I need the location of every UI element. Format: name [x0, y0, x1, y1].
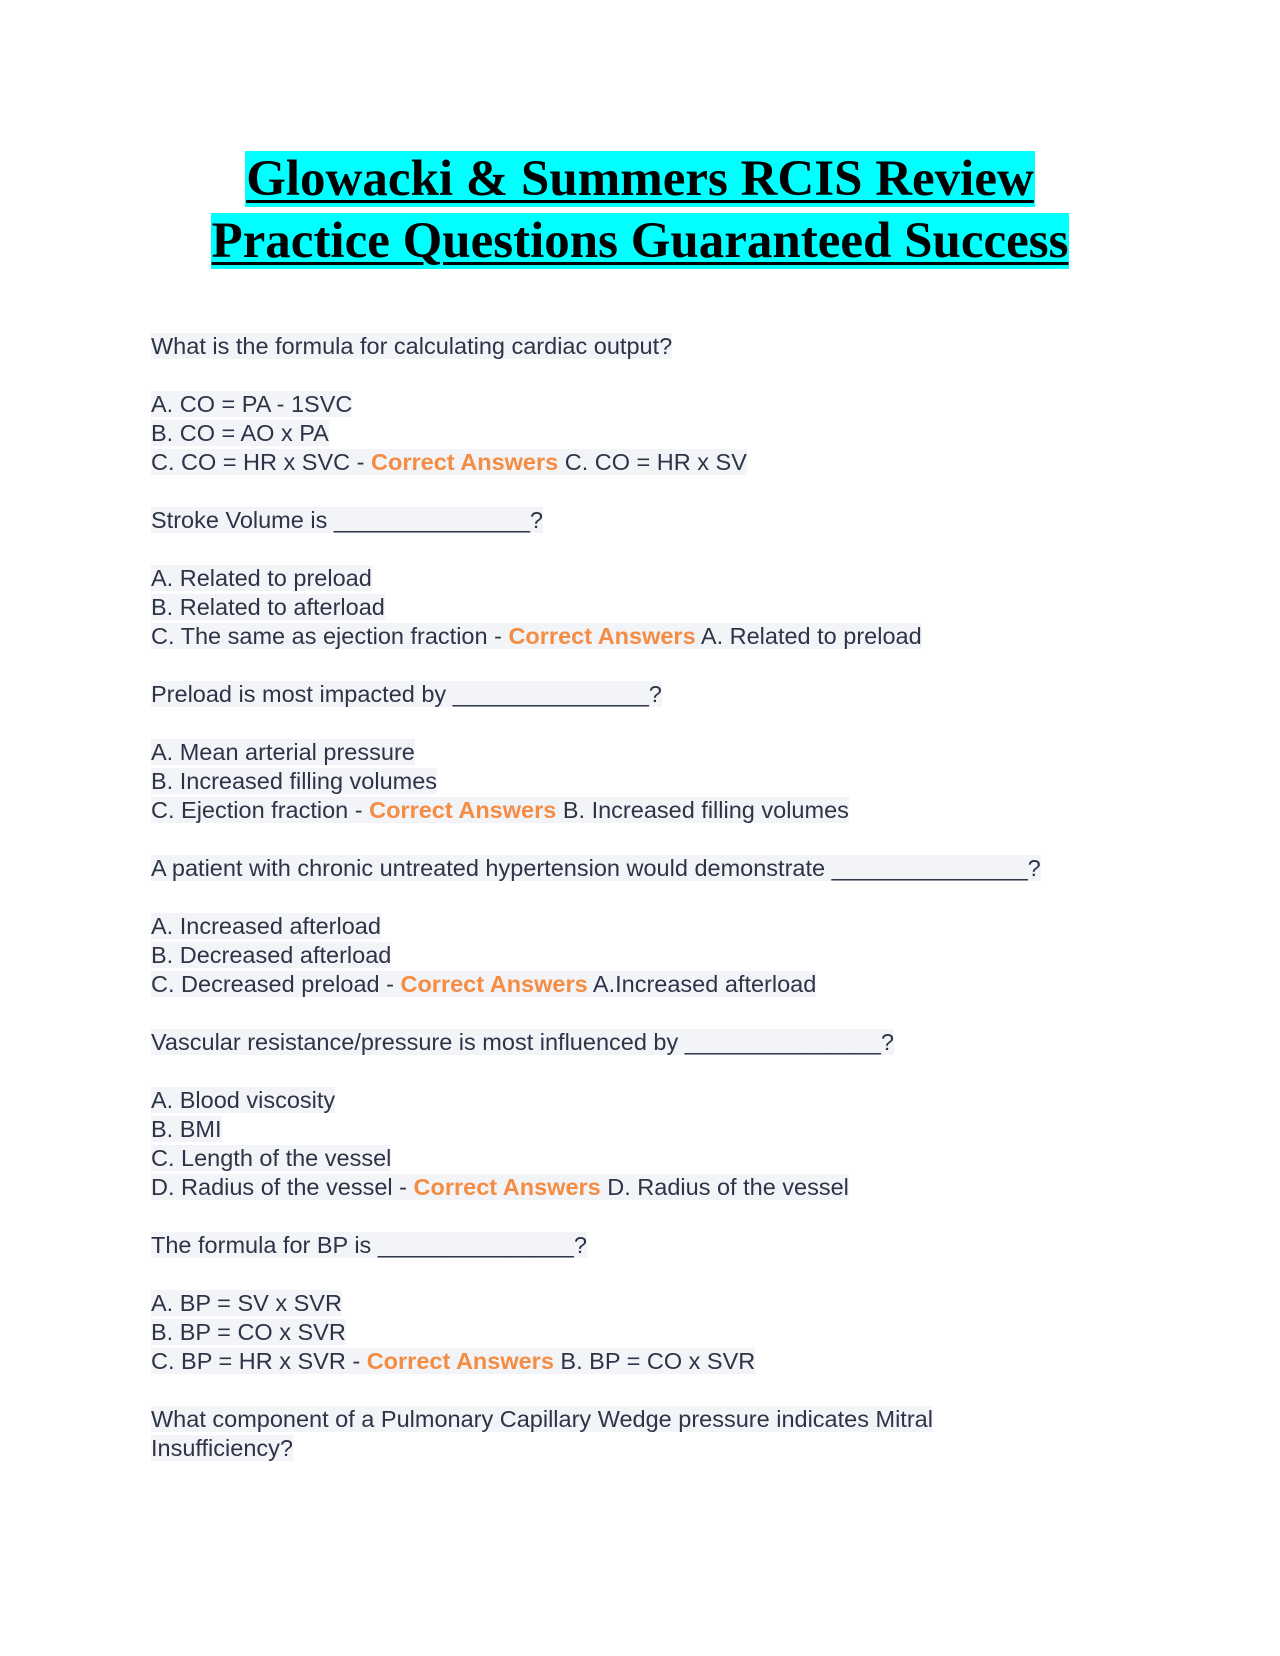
- option-with-answer: C. Ejection fraction - Correct Answers B. Increased filling volumes: [151, 797, 849, 823]
- title-line-1: Glowacki & Summers RCIS Review: [246, 151, 1034, 207]
- options-6: [151, 1289, 1151, 1376]
- option: B. BMI: [151, 1116, 222, 1142]
- option: B. BP = CO x SVR: [151, 1319, 346, 1345]
- document-title: [0, 148, 1280, 272]
- questions-list: [151, 332, 1151, 1492]
- correct-answers-label: Correct Answers: [508, 623, 696, 649]
- option: A. Blood viscosity: [151, 1087, 336, 1113]
- question-text: A patient with chronic untreated hypertension would demonstrate _______________?: [151, 855, 1041, 881]
- option-with-answer: C. CO = HR x SVC - Correct Answers C. CO = HR x SV: [151, 449, 747, 475]
- option: C. Length of the vessel: [151, 1145, 392, 1171]
- question-text: What component of a Pulmonary Capillary Wedge pressure indicates Mitral: [151, 1406, 933, 1432]
- option: A. BP = SV x SVR: [151, 1290, 342, 1316]
- option: B. Related to afterload: [151, 594, 385, 620]
- options-5: [151, 1086, 1151, 1202]
- correct-answers-label: Correct Answers: [369, 797, 557, 823]
- correct-answers-label: Correct Answers: [366, 1348, 554, 1374]
- question-text: Preload is most impacted by _______________?: [151, 681, 662, 707]
- question-7: [151, 1405, 1151, 1463]
- option: A. Mean arterial pressure: [151, 739, 415, 765]
- question-1: [151, 332, 1151, 361]
- option: A. CO = PA - 1SVC: [151, 391, 353, 417]
- title-line-2: Practice Questions Guaranteed Success: [211, 213, 1069, 269]
- options-2: [151, 564, 1151, 651]
- answer-text: B. BP = CO x SVR: [553, 1348, 756, 1374]
- correct-answers-label: Correct Answers: [371, 449, 559, 475]
- question-text: Vascular resistance/pressure is most influenced by _______________?: [151, 1029, 894, 1055]
- option: A. Increased afterload: [151, 913, 381, 939]
- answer-text: A.Increased afterload: [587, 971, 817, 997]
- options-3: [151, 738, 1151, 825]
- question-text-continued: Insufficiency?: [151, 1435, 293, 1461]
- option-with-answer: C. Decreased preload - Correct Answers A.Increased afterload: [151, 971, 817, 997]
- answer-text: C. CO = HR x SV: [558, 449, 747, 475]
- option: B. CO = AO x PA: [151, 420, 329, 446]
- question-6: [151, 1231, 1151, 1260]
- question-2: [151, 506, 1151, 535]
- option: A. Related to preload: [151, 565, 372, 591]
- option-with-answer: C. The same as ejection fraction - Correct Answers A. Related to preload: [151, 623, 922, 649]
- answer-text: D. Radius of the vessel: [600, 1174, 849, 1200]
- question-text: Stroke Volume is _______________?: [151, 507, 543, 533]
- question-text: The formula for BP is _______________?: [151, 1232, 587, 1258]
- options-1: [151, 390, 1151, 477]
- question-3: [151, 680, 1151, 709]
- option-with-answer: D. Radius of the vessel - Correct Answers D. Radius of the vessel: [151, 1174, 849, 1200]
- option-with-answer: C. BP = HR x SVR - Correct Answers B. BP = CO x SVR: [151, 1348, 756, 1374]
- question-5: [151, 1028, 1151, 1057]
- options-4: [151, 912, 1151, 999]
- question-text: What is the formula for calculating cardiac output?: [151, 333, 673, 359]
- option: B. Decreased afterload: [151, 942, 392, 968]
- correct-answers-label: Correct Answers: [413, 1174, 601, 1200]
- answer-text: B. Increased filling volumes: [556, 797, 849, 823]
- option: B. Increased filling volumes: [151, 768, 438, 794]
- answer-text: A. Related to preload: [695, 623, 922, 649]
- question-4: [151, 854, 1151, 883]
- correct-answers-label: Correct Answers: [400, 971, 588, 997]
